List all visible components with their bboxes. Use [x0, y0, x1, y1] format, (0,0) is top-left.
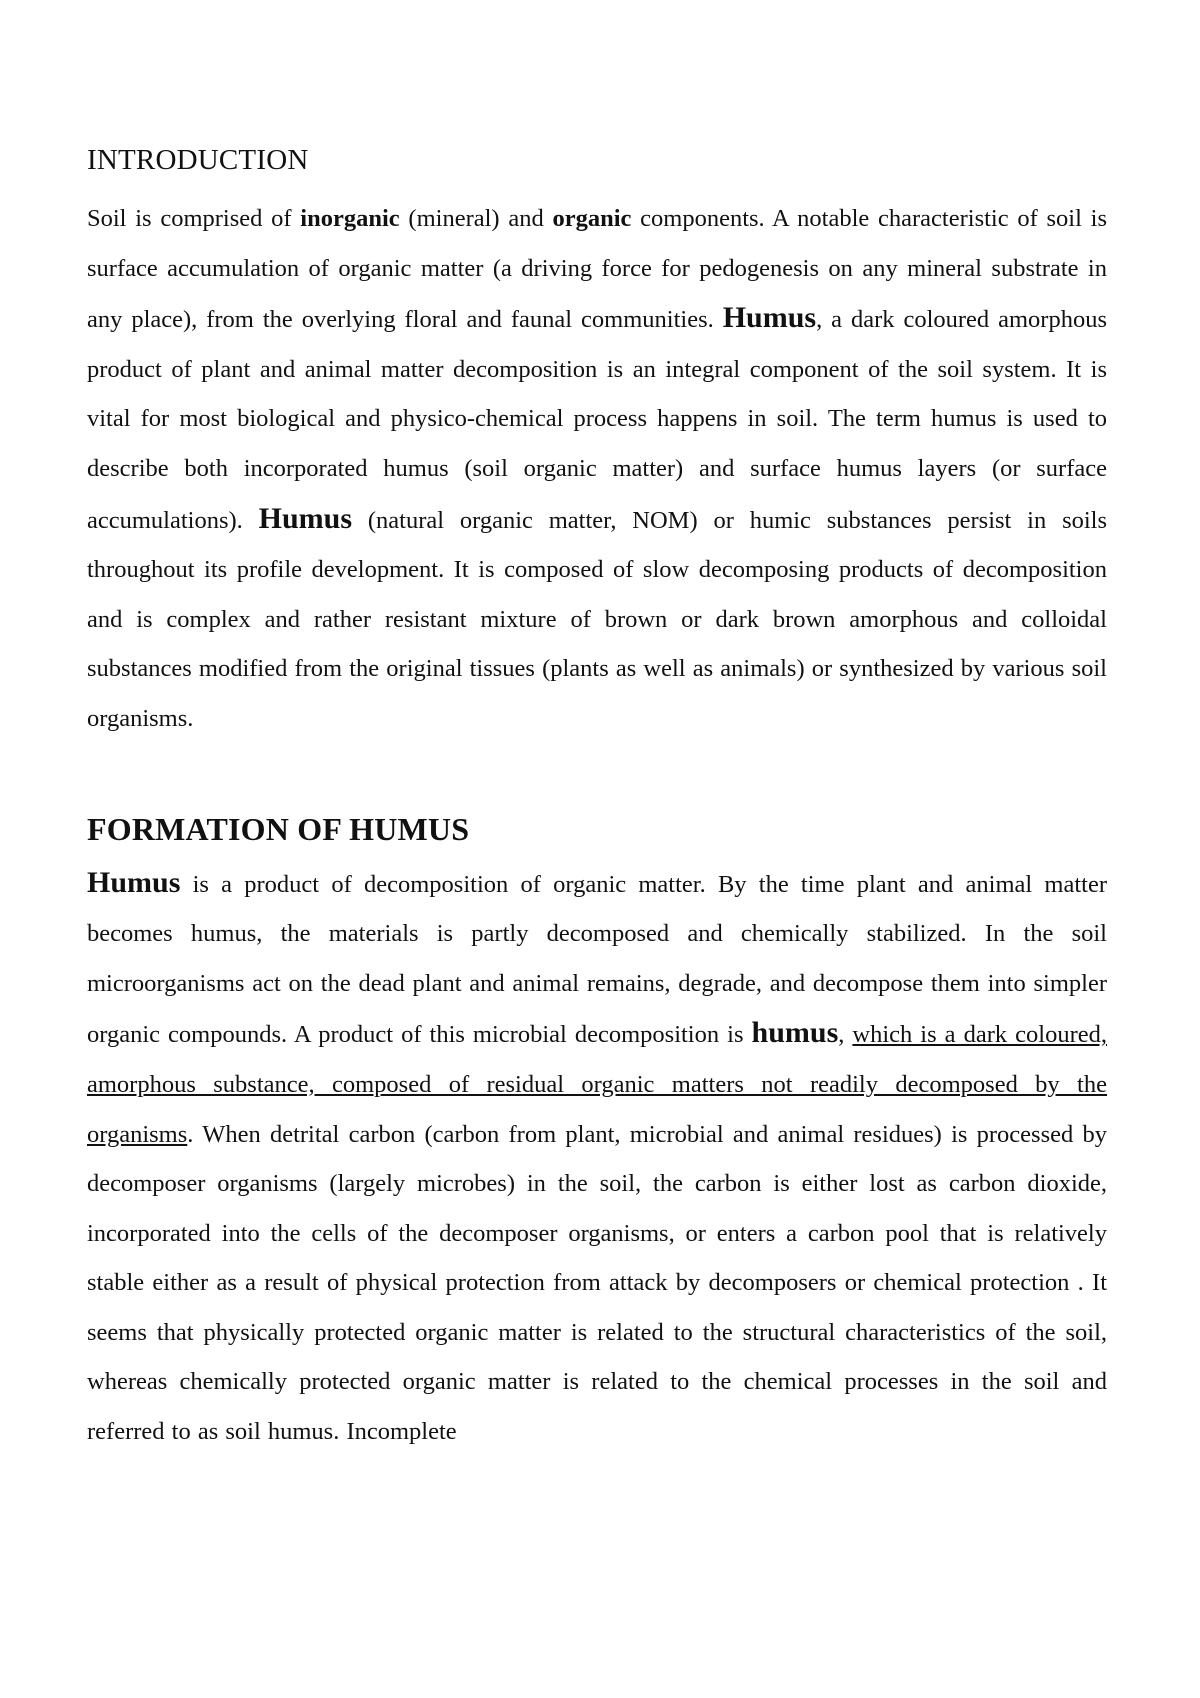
intro-text-3: components. A notable characteristic of soil is surface accumulation of organic matter (a driving force for pedogenesis on any mineral substrate in any place), from the overlying floral and faunal communities.	[87, 205, 1107, 334]
underlined-definition: which is a dark coloured, amorphous substance, composed of residual organic matters not readily decomposed by the organisms	[87, 1021, 1107, 1148]
humus-term-1: Humus	[722, 301, 817, 335]
inorganic-term: inorganic	[300, 205, 400, 232]
document-page	[87, 140, 1107, 1457]
organic-term: organic	[552, 205, 632, 232]
intro-text-1: Soil is comprised of	[87, 205, 301, 232]
formation-text-1: is a product of decomposition of organic matter. By the time plant and animal matter becomes humus, the materials is partly decomposed and chemically stabilized. In the soil microorganisms act on the dead plant and animal remains, degrade, and decompose them into simpler organic compounds. A product of this microbial decomposition is	[87, 870, 1107, 1049]
humus-term-2: Humus	[258, 501, 353, 535]
introduction-paragraph	[87, 194, 1107, 744]
formation-text-3: . When detrital carbon (carbon from plant, microbial and animal residues) is processed by decomposer organisms (largely microbes) in the soil, the carbon is either lost as carbon dioxide, incorporated into the cells of the decomposer organisms, or enters a carbon pool that is relatively stable either as a result of physical protection from attack by decomposers or chemical protection . It seems that physically protected organic matter is related to the structural characteristics of the soil, whereas chemically protected organic matter is related to the chemical processes in the soil and referred to as soil humus. Incomplete	[87, 1120, 1107, 1446]
formation-humus-term-1: Humus	[87, 865, 181, 899]
formation-humus-term-2: humus	[751, 1016, 839, 1050]
formation-heading: FORMATION OF HUMUS	[87, 810, 470, 847]
intro-text-4: , a dark coloured amorphous product of plant and animal matter decomposition is an integral component of the soil system. It is vital for most biological and physico-chemical process happens in soil. The term humus is used to describe both incorporated humus (soil organic matter) and surface humus layers (or surface accumulations).	[87, 306, 1107, 534]
formation-text-2: ,	[838, 1021, 853, 1049]
intro-text-2: (mineral) and	[399, 205, 553, 232]
intro-text-5: (natural organic matter, NOM) or humic substances persist in soils throughout its profile development. It is composed of slow decomposing products of decomposition and is complex and rather resistant mixture of brown or dark brown amorphous and colloidal substances modified from the original tissues (plants as well as animals) or synthesized by various soil organisms.	[87, 506, 1108, 732]
introduction-heading: INTRODUCTION	[87, 144, 309, 176]
section-gap	[87, 744, 1107, 806]
formation-paragraph	[87, 858, 1107, 1457]
